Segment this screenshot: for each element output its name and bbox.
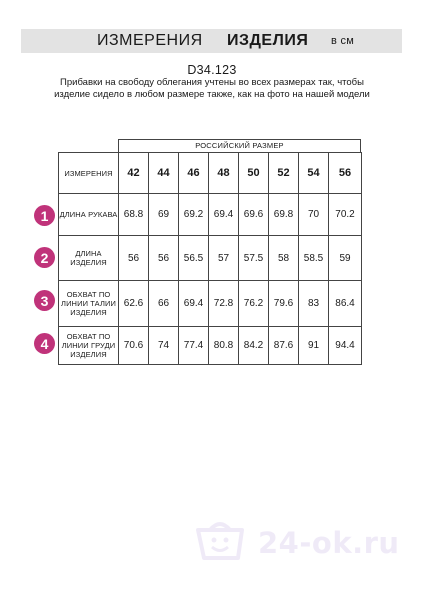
size-cell: 54: [299, 153, 329, 194]
value-cell: 70.2: [329, 194, 362, 236]
value-cell: 80.8: [209, 327, 239, 365]
title-word-item: ИЗДЕЛИЯ: [227, 32, 309, 49]
size-header: РОССИЙСКИЙ РАЗМЕР: [118, 139, 361, 152]
value-cell: 87.6: [269, 327, 299, 365]
title-unit: в см: [331, 35, 355, 47]
value-cell: 69.4: [209, 194, 239, 236]
value-cell: 77.4: [179, 327, 209, 365]
size-cell: 46: [179, 153, 209, 194]
value-cell: 66: [149, 281, 179, 327]
value-cell: 74: [149, 327, 179, 365]
sizes-row: [59, 153, 362, 194]
value-cell: 56.5: [179, 236, 209, 281]
table-row: [59, 194, 362, 236]
corner-label: ИЗМЕРЕНИЯ: [59, 153, 119, 194]
value-cell: 79.6: [269, 281, 299, 327]
table-row: [59, 236, 362, 281]
value-cell: 69.8: [269, 194, 299, 236]
value-cell: 62.6: [119, 281, 149, 327]
row-label: ДЛИНА РУКАВА: [59, 194, 119, 236]
fit-note: Прибавки на свободу облегания учтены во всех размерах так, чтобы изделие сидело в любом размере также, как на фото на нашей модели: [54, 77, 370, 100]
value-cell: 58: [269, 236, 299, 281]
measurement-table: [58, 152, 362, 365]
size-cell: 48: [209, 153, 239, 194]
marker-3: 3: [34, 290, 55, 311]
row-label: ОБХВАТ ПО ЛИНИИ ГРУДИ ИЗДЕЛИЯ: [59, 327, 119, 365]
value-cell: 83: [299, 281, 329, 327]
watermark: [190, 520, 405, 565]
value-cell: 69: [149, 194, 179, 236]
model-code: D34.123: [187, 63, 237, 77]
value-cell: 69.6: [239, 194, 269, 236]
value-cell: 68.8: [119, 194, 149, 236]
value-cell: 70.6: [119, 327, 149, 365]
value-cell: 56: [149, 236, 179, 281]
title-bar: [21, 29, 402, 53]
table-row: [59, 281, 362, 327]
value-cell: 57.5: [239, 236, 269, 281]
value-cell: 58.5: [299, 236, 329, 281]
value-cell: 84.2: [239, 327, 269, 365]
value-cell: 59: [329, 236, 362, 281]
watermark-text: 24-ok.ru: [258, 526, 400, 560]
smiley-bag-icon: [190, 520, 250, 565]
marker-4: 4: [34, 333, 55, 354]
value-cell: 72.8: [209, 281, 239, 327]
value-cell: 69.2: [179, 194, 209, 236]
row-label: ОБХВАТ ПО ЛИНИИ ТАЛИИ ИЗДЕЛИЯ: [59, 281, 119, 327]
value-cell: 91: [299, 327, 329, 365]
table-row: [59, 327, 362, 365]
marker-2: 2: [34, 247, 55, 268]
title-word-measurements: ИЗМЕРЕНИЯ: [97, 32, 203, 49]
value-cell: 76.2: [239, 281, 269, 327]
size-cell: 50: [239, 153, 269, 194]
value-cell: 86.4: [329, 281, 362, 327]
size-cell: 42: [119, 153, 149, 194]
value-cell: 57: [209, 236, 239, 281]
marker-1: 1: [34, 205, 55, 226]
row-label: ДЛИНА ИЗДЕЛИЯ: [59, 236, 119, 281]
value-cell: 70: [299, 194, 329, 236]
value-cell: 94.4: [329, 327, 362, 365]
size-cell: 44: [149, 153, 179, 194]
size-cell: 52: [269, 153, 299, 194]
size-cell: 56: [329, 153, 362, 194]
value-cell: 56: [119, 236, 149, 281]
value-cell: 69.4: [179, 281, 209, 327]
